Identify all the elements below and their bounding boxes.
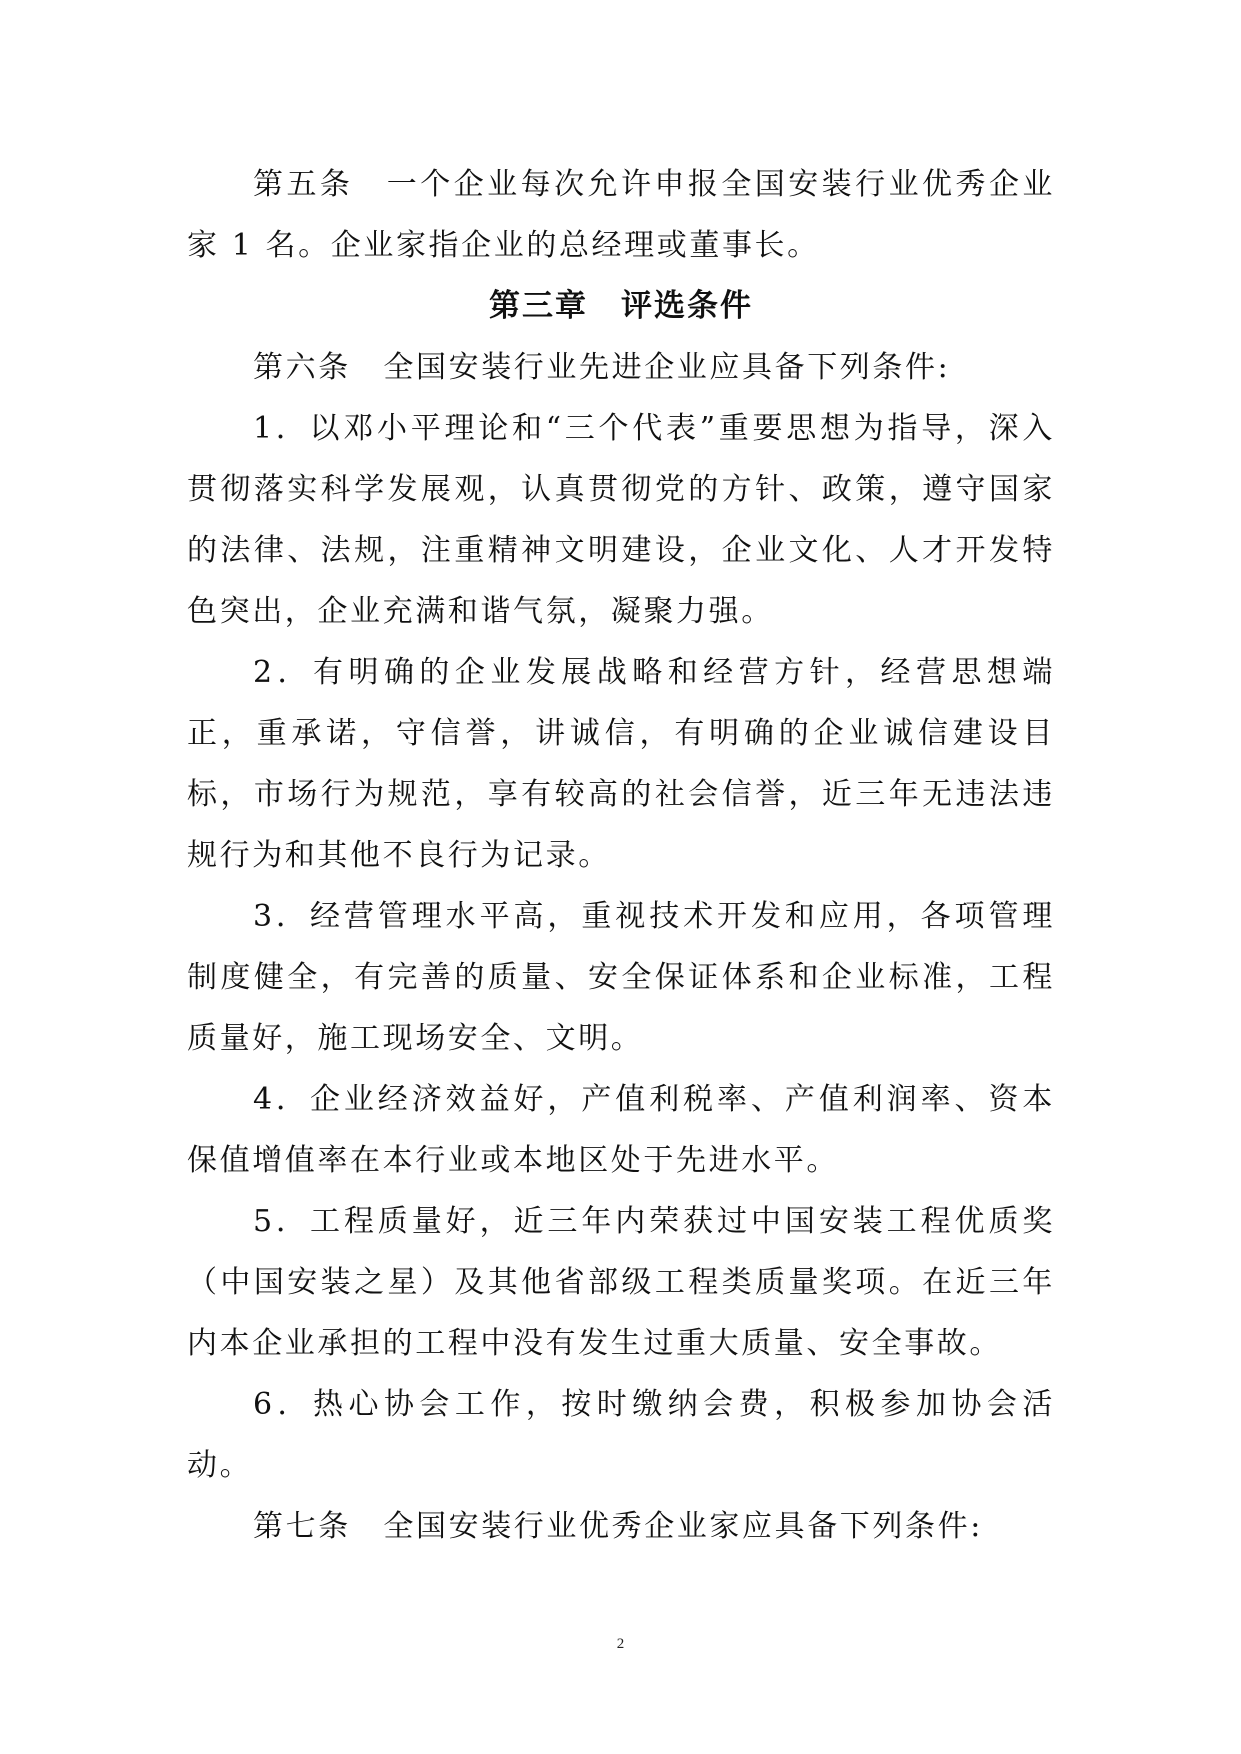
article-6-intro: 第六条 全国安装行业先进企业应具备下列条件:	[253, 350, 951, 385]
document-body	[187, 154, 1055, 1557]
page-number: 2	[616, 1636, 625, 1652]
condition-item-5: 5．工程质量好，近三年内荣获过中国安装工程优质奖（中国安装之星）及其他省部级工程类质量奖项。在近三年内本企业承担的工程中没有发生过重大质量、安全事故。	[187, 1204, 1055, 1361]
condition-item-6: 6．热心协会工作，按时缴纳会费，积极参加协会活动。	[187, 1387, 1055, 1483]
condition-item-3: 3．经营管理水平高，重视技术开发和应用，各项管理制度健全，有完善的质量、安全保证体系和企业标准，工程质量好，施工现场安全、文明。	[187, 899, 1055, 1056]
condition-item-1: 1．以邓小平理论和“三个代表”重要思想为指导，深入贯彻落实科学发展观，认真贯彻党的方针、政策，遵守国家的法律、法规，注重精神文明建设，企业文化、人才开发特色突出，企业充满和谐气氛，凝聚力强。	[187, 411, 1055, 629]
condition-item-4: 4．企业经济效益好，产值利税率、产值利润率、资本保值增值率在本行业或本地区处于先进水平。	[187, 1082, 1055, 1178]
article-5-paragraph: 第五条 一个企业每次允许申报全国安装行业优秀企业家 1 名。企业家指企业的总经理或董事长。	[187, 167, 1055, 263]
article-7-intro: 第七条 全国安装行业优秀企业家应具备下列条件:	[253, 1509, 983, 1544]
chapter-title: 第三章 评选条件	[489, 288, 753, 324]
condition-item-2: 2．有明确的企业发展战略和经营方针，经营思想端正，重承诺，守信誉，讲诚信，有明确的企业诚信建设目标，市场行为规范，享有较高的社会信誉，近三年无违法违规行为和其他不良行为记录。	[187, 655, 1055, 873]
